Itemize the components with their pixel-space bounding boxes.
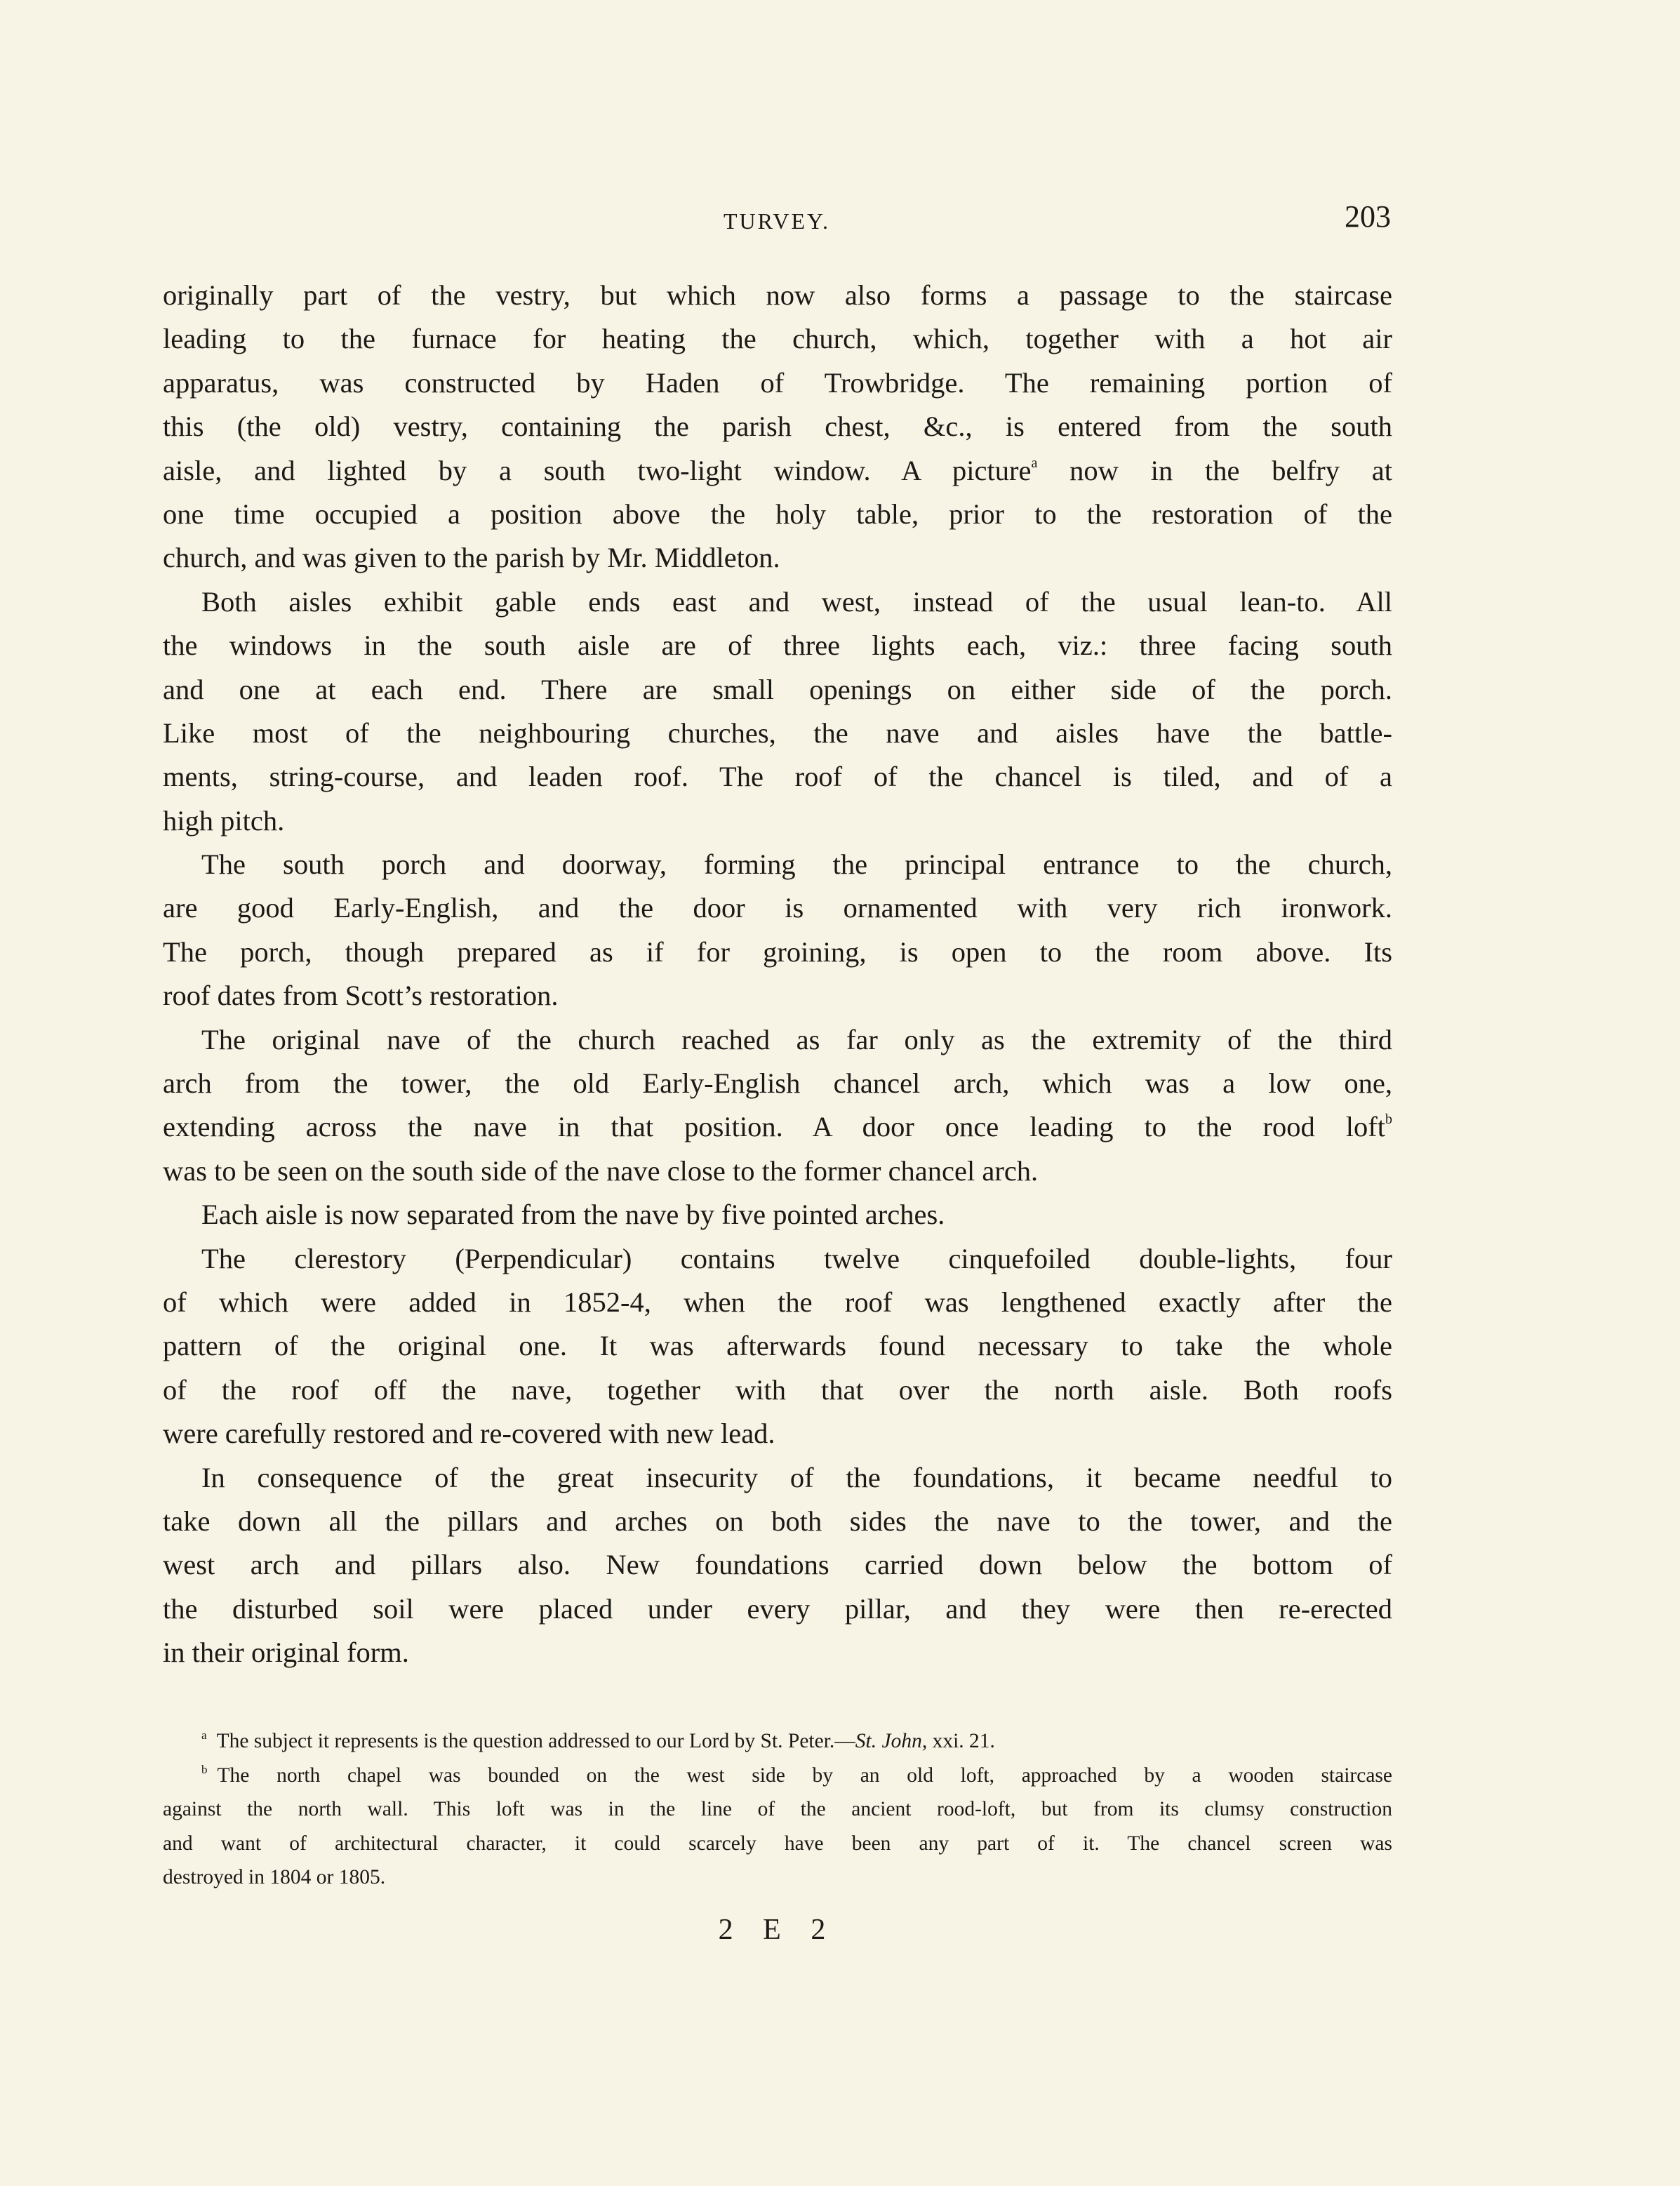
footnote-a-text: The subject it represents is the question addressed to our Lord by St. Peter.— xyxy=(216,1730,855,1752)
text-line: was to be seen on the south side of the nave close to the former chancel arch. xyxy=(163,1154,1039,1187)
text-line: church, and was given to the parish by Mr. Middleton. xyxy=(163,542,780,574)
line-segment: extending across the nave in that position. A door once leading to the rood loft xyxy=(163,1111,1385,1143)
text-line: this (the old) vestry, containing the parish chest, &c., is entered from the south xyxy=(163,411,1392,443)
text-line: Both aisles exhibit gable ends east and west, instead of the usual lean-to. All xyxy=(201,585,1392,618)
text-line: and one at each end. There are small openings on either side of the porch. xyxy=(163,673,1392,705)
footnote-a-citation: St. John, xyxy=(855,1730,928,1752)
text-line: of the roof off the nave, together with that over the north aisle. Both roofs xyxy=(163,1373,1392,1406)
text-line: pattern of the original one. It was afterwards found necessary to take the whole xyxy=(163,1330,1392,1362)
note-mark-a: a xyxy=(1031,455,1038,471)
footnote-a xyxy=(163,1724,1392,1759)
text-line: leading to the furnace for heating the church, which, together with a hot air xyxy=(163,323,1392,355)
line-segment: aisle, and lighted by a south two-light window. A picture xyxy=(163,454,1032,486)
text-line: west arch and pillars also. New foundations carried down below the bottom of xyxy=(163,1549,1392,1581)
text-line: apparatus, was constructed by Haden of Trowbridge. The remaining portion of xyxy=(163,366,1392,399)
text-line-with-note-b xyxy=(163,1105,1392,1149)
footnote-b-line: destroyed in 1804 or 1805. xyxy=(163,1866,386,1888)
text-line: The original nave of the church reached as far only as the extremity of the third xyxy=(201,1023,1392,1055)
text-line: were carefully restored and re-covered with new lead. xyxy=(163,1418,775,1450)
note-mark-b: b xyxy=(1385,1112,1392,1128)
text-line: originally part of the vestry, but which now also forms a passage to the staircase xyxy=(163,279,1392,311)
running-title: TURVEY. xyxy=(723,208,831,234)
text-line: Like most of the neighbouring churches, the nave and aisles have the battle- xyxy=(163,717,1392,749)
footnote-b-text: The north chapel was bounded on the west side by an old loft, approached by a wooden staircase xyxy=(217,1764,1392,1787)
text-line: The porch, though prepared as if for groining, is open to the room above. Its xyxy=(163,935,1392,968)
footnote-b-line: and want of architectural character, it could scarcely have been any part of it. The chancel screen was xyxy=(163,1832,1392,1855)
signature-mark: 2 E 2 xyxy=(718,1914,837,1946)
footnote-mark-a: a xyxy=(201,1728,207,1742)
body-text xyxy=(163,274,1392,1675)
text-line: the disturbed soil were placed under every pillar, and they were then re-erected xyxy=(163,1592,1392,1625)
text-line: are good Early-English, and the door is ornamented with very rich ironwork. xyxy=(163,892,1392,924)
text-line: high pitch. xyxy=(163,804,285,837)
text-line: ments, string-course, and leaden roof. The roof of the chancel is tiled, and of a xyxy=(163,761,1392,793)
text-line: one time occupied a position above the holy table, prior to the restoration of the xyxy=(163,498,1392,530)
text-line: The clerestory (Perpendicular) contains twelve cinquefoiled double-lights, four xyxy=(201,1242,1392,1274)
line-segment: now in the belfry at xyxy=(1069,454,1393,486)
text-line: the windows in the south aisle are of three lights each, viz.: three facing south xyxy=(163,629,1392,662)
text-line: In consequence of the great insecurity of the foundations, it became needful to xyxy=(201,1461,1392,1493)
footnote-a-reference: xxi. 21. xyxy=(932,1730,995,1752)
running-head xyxy=(163,199,1391,241)
footnote-mark-b: b xyxy=(201,1762,208,1776)
page-number: 203 xyxy=(1345,199,1391,234)
text-line-with-note-a xyxy=(163,449,1392,493)
footnote-b-line: against the north wall. This loft was in the line of the ancient rood-loft, but from its clumsy construction xyxy=(163,1798,1392,1820)
text-line: arch from the tower, the old Early-English chancel arch, which was a low one, xyxy=(163,1067,1392,1100)
text-line: roof dates from Scott’s restoration. xyxy=(163,980,559,1012)
text-line: take down all the pillars and arches on both sides the nave to the tower, and the xyxy=(163,1505,1392,1537)
text-line: of which were added in 1852-4, when the roof was lengthened exactly after the xyxy=(163,1286,1392,1318)
footnotes xyxy=(163,1724,1392,1895)
footnote-b-line xyxy=(163,1759,1392,1793)
text-line: Each aisle is now separated from the nave by five pointed arches. xyxy=(201,1199,945,1231)
text-line: The south porch and doorway, forming the principal entrance to the church, xyxy=(201,848,1392,881)
text-line: in their original form. xyxy=(163,1637,409,1669)
